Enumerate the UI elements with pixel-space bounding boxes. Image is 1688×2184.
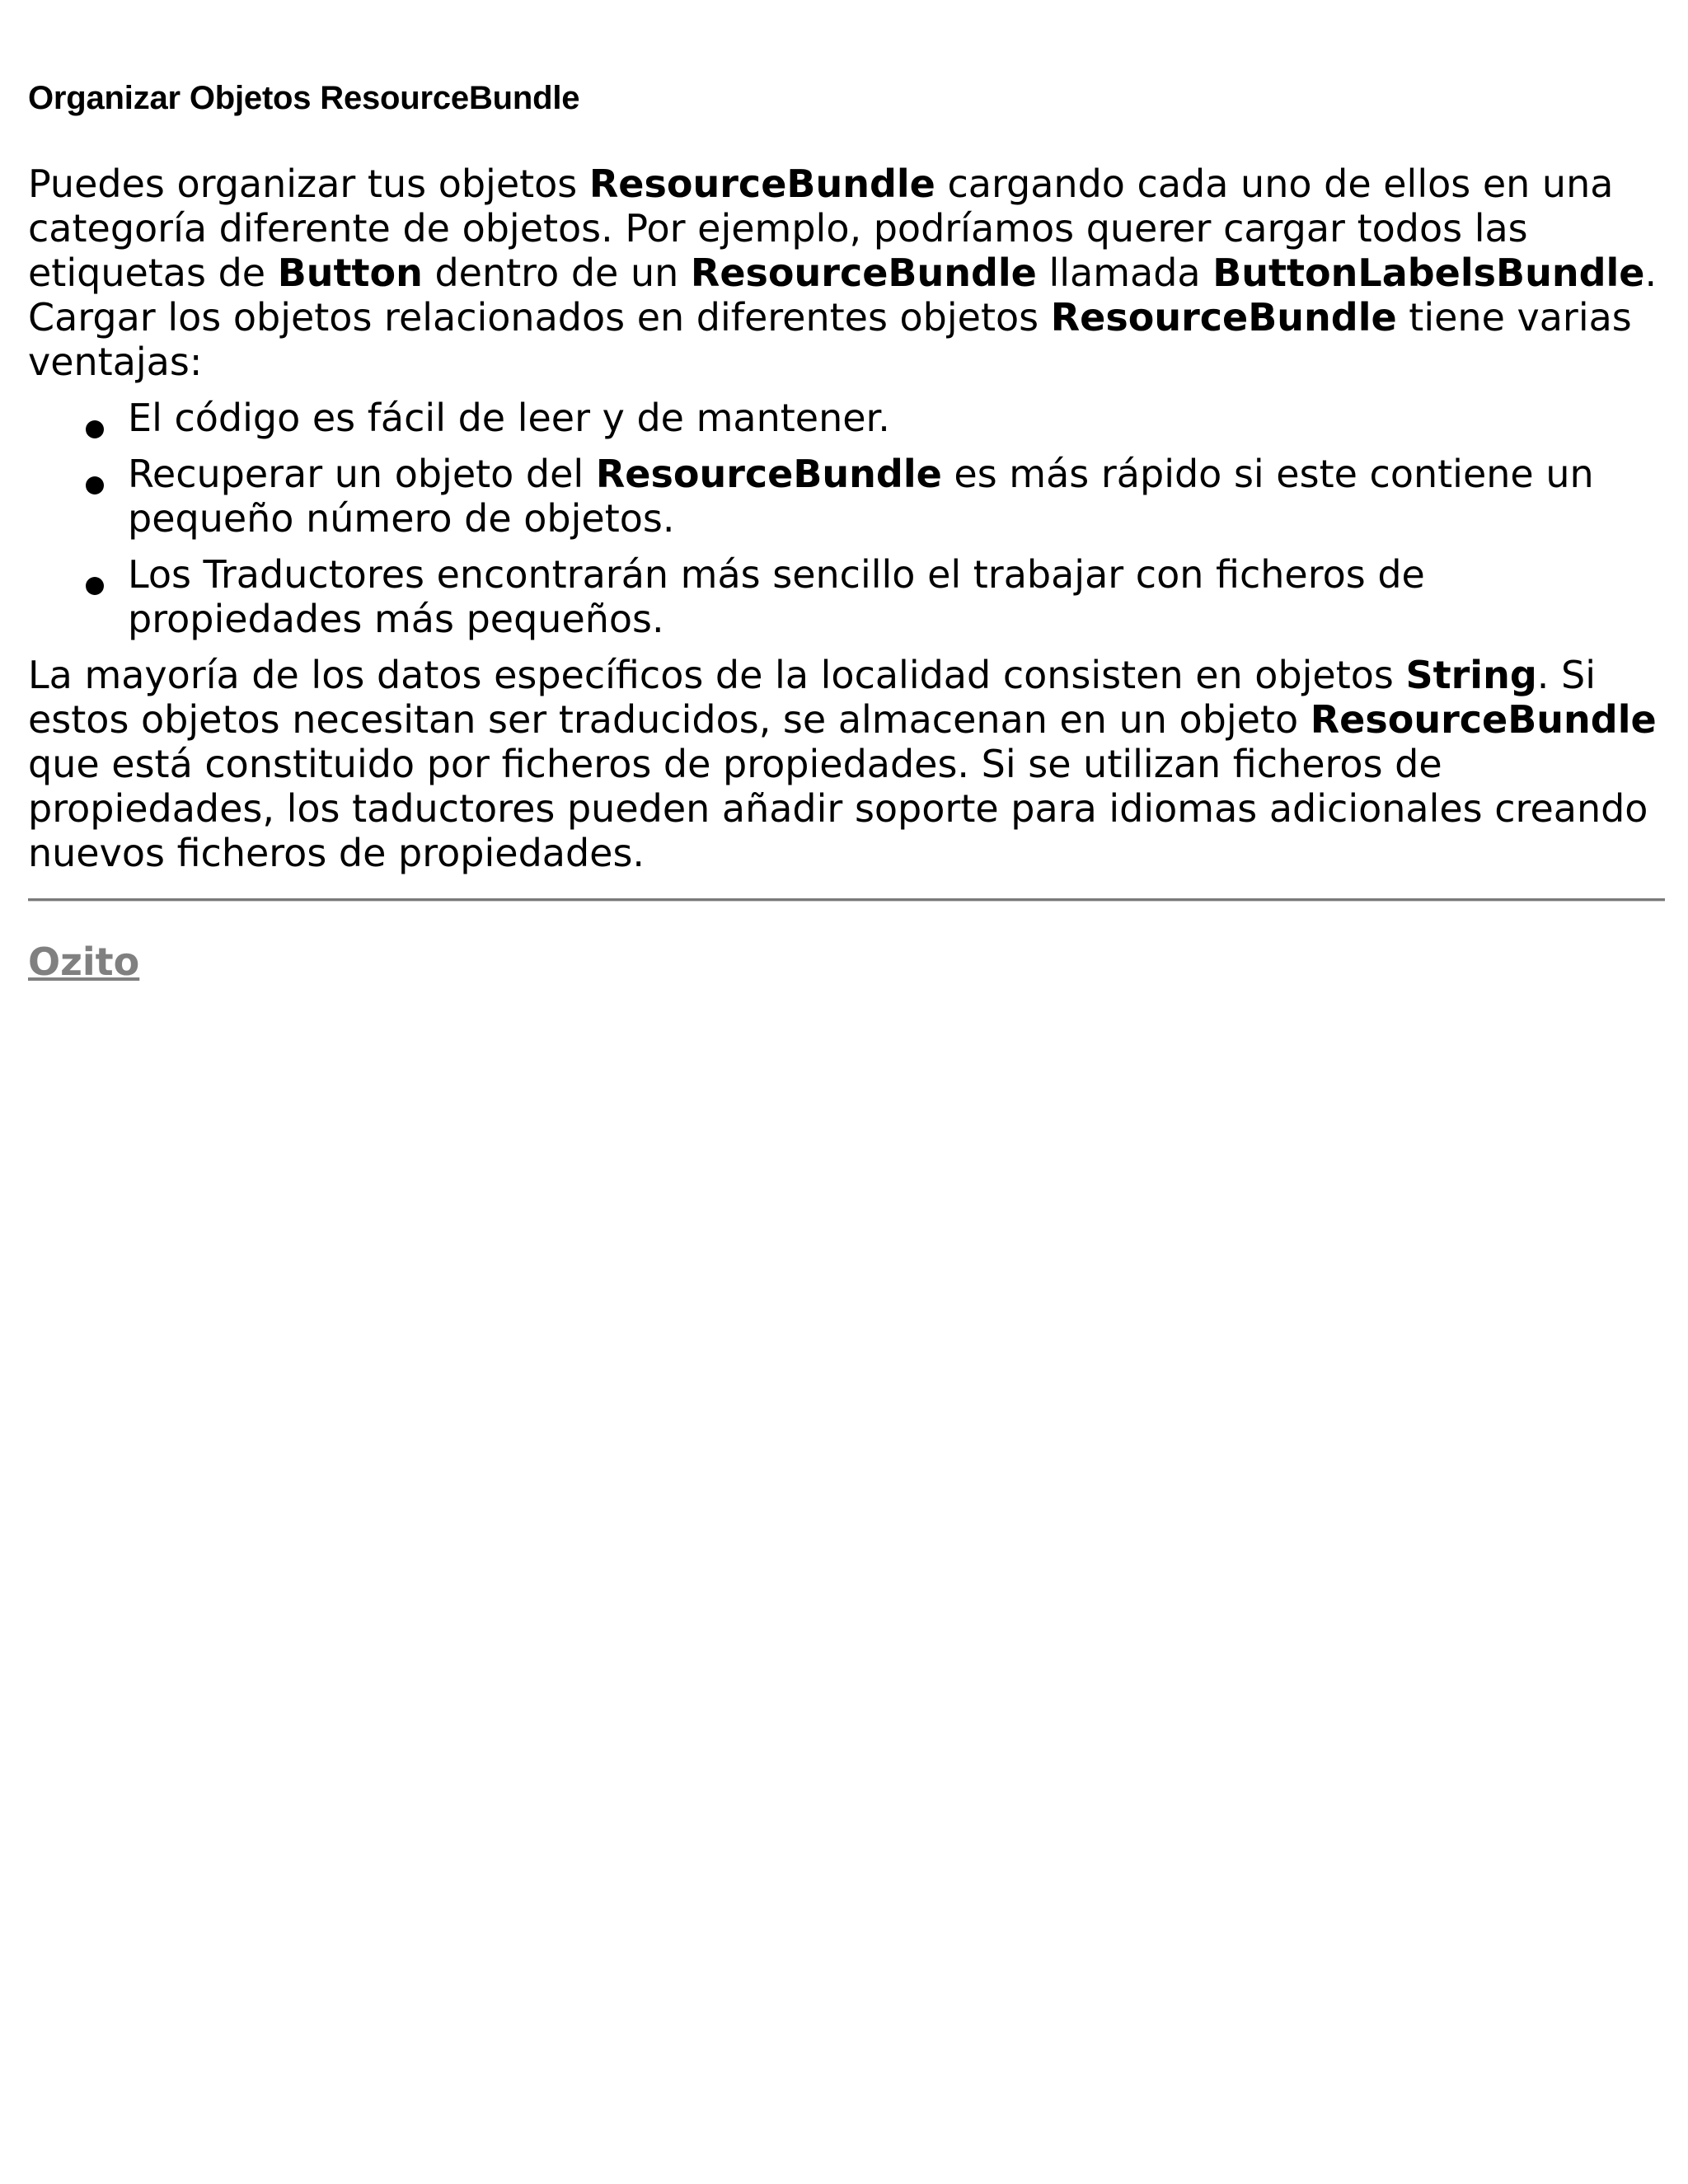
advantages-list (28, 396, 1663, 641)
list-item-text: Los Traductores encontrarán más sencillo el trabajar con ficheros de propiedades más pequeños. (128, 552, 1425, 641)
list-item-bold-resourcebundle: ResourceBundle (595, 452, 942, 496)
page-title: Organizar Objetos ResourceBundle (28, 80, 580, 116)
intro-bold-resourcebundle-3: ResourceBundle (1050, 295, 1397, 340)
closing-paragraph (28, 653, 1663, 875)
bullet-icon (86, 476, 104, 494)
closing-text-1: La mayoría de los datos específicos de la localidad consisten en objetos (28, 653, 1406, 697)
bullet-icon (86, 577, 104, 595)
document-page (28, 79, 1663, 984)
closing-text-2: . Si estos objetos necesitan ser traducidos, se almacenan en un objeto (28, 653, 1596, 742)
list-item (28, 452, 1663, 541)
intro-text-5: . Cargar los objetos relacionados en diferentes objetos (28, 251, 1658, 340)
intro-text-1: Puedes organizar tus objetos (28, 162, 589, 206)
list-item-text-post: es más rápido si este contiene un pequeño número de objetos. (128, 452, 1594, 541)
list-item-text-pre: Recuperar un objeto del (128, 452, 596, 496)
intro-bold-resourcebundle-2: ResourceBundle (690, 251, 1037, 295)
intro-bold-buttonlabelsbundle: ButtonLabelsBundle (1212, 251, 1645, 295)
intro-bold-button: Button (277, 251, 423, 295)
intro-text-4: llamada (1036, 251, 1213, 295)
list-item (28, 396, 1663, 440)
list-item-text: El código es fácil de leer y de mantener. (128, 396, 890, 440)
horizontal-divider (28, 898, 1665, 902)
bullet-icon (86, 420, 104, 438)
intro-text-3: dentro de un (422, 251, 691, 295)
ozito-link[interactable]: Ozito (28, 940, 140, 984)
closing-bold-string: String (1405, 653, 1537, 697)
list-item (28, 552, 1663, 641)
closing-bold-resourcebundle: ResourceBundle (1310, 697, 1657, 742)
intro-paragraph (28, 162, 1663, 384)
intro-text-2: cargando cada uno de ellos en una categoría diferente de objetos. Por ejemplo, podríamos querer cargar todos las etiquetas de (28, 162, 1614, 295)
intro-text-6: tiene varias ventajas: (28, 295, 1632, 384)
closing-text-3: que está constituido por ficheros de propiedades. Si se utilizan ficheros de propiedades, los taductores pueden añadir soporte para idiomas adicionales creando nuevos ficheros de propiedades. (28, 742, 1648, 875)
intro-bold-resourcebundle-1: ResourceBundle (588, 162, 935, 206)
